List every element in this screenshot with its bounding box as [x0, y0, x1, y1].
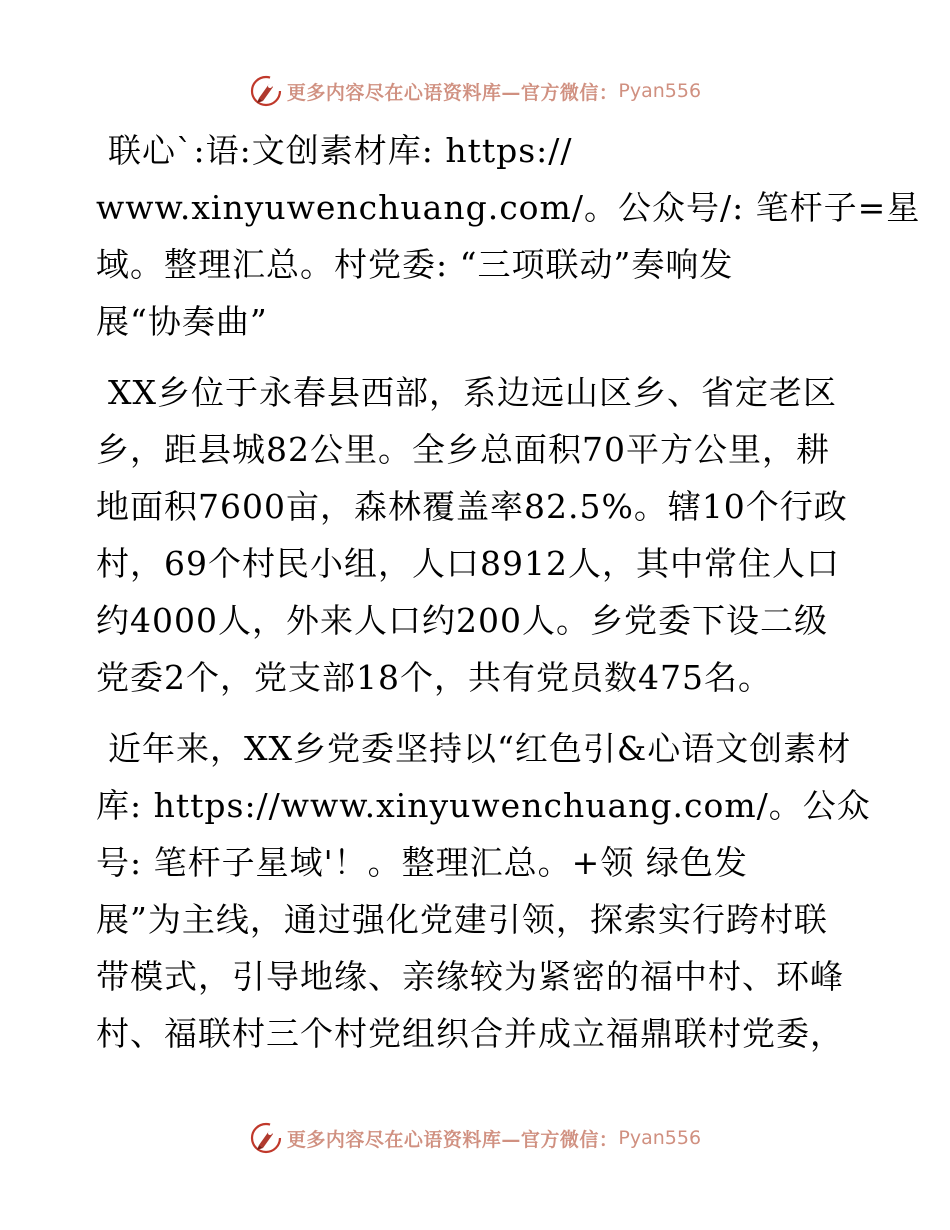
- text-line: 地面积7600亩，森林覆盖率82.5%。辖10个行政: [96, 487, 848, 526]
- text-line: 域。整理汇总。村党委: “三项联动”奏响发: [96, 245, 734, 284]
- text-line: www.xinyuwenchuang.com/。公众号/: 笔杆子=星: [96, 188, 921, 227]
- watermark-text: 更多内容尽在心语资料库—官方微信：: [286, 81, 619, 104]
- text-line: 库: https://www.xinyuwenchuang.com/。公众: [96, 786, 871, 825]
- paragraph: [96, 364, 856, 706]
- text-line: 号: 笔杆子星域'！。整理汇总。+领 绿色发: [96, 843, 748, 882]
- footer-watermark: [0, 1118, 950, 1158]
- text-line: 党委2个，党支部18个，共有党员数475名。: [96, 658, 772, 697]
- watermark-handle: Pyan556: [618, 1127, 702, 1149]
- text-line: 展“协奏曲”: [96, 302, 268, 341]
- text-line: 带模式，引导地缘、亲缘较为紧密的福中村、环峰: [96, 957, 844, 996]
- pen-nib-logo-icon: [249, 1121, 283, 1155]
- pen-nib-logo-icon: [249, 74, 283, 108]
- header-watermark: [0, 71, 950, 111]
- document-body: [96, 122, 921, 1076]
- paragraph: [96, 122, 921, 350]
- text-line: 联心`:语:文创素材库: https://: [108, 131, 573, 170]
- text-line: 村，69个村民小组，人口8912人，其中常住人口: [96, 544, 840, 583]
- text-line: 近年来，XX乡党委坚持以“红色引&心语文创素材: [108, 729, 852, 768]
- paragraph: [96, 720, 871, 1062]
- text-line: 展”为主线，通过强化党建引领，探索实行跨村联: [96, 900, 828, 939]
- watermark-handle: Pyan556: [618, 80, 702, 102]
- watermark-text: 更多内容尽在心语资料库—官方微信：: [286, 1128, 619, 1151]
- text-line: 乡，距县城82公里。全乡总面积70平方公里，耕: [96, 430, 830, 469]
- text-line: 约4000人，外来人口约200人。乡党委下设二级: [96, 601, 828, 640]
- text-line: 村、福联村三个村党组织合并成立福鼎联村党委，: [96, 1014, 844, 1053]
- text-line: XX乡位于永春县西部，系边远山区乡、省定老区: [108, 373, 837, 412]
